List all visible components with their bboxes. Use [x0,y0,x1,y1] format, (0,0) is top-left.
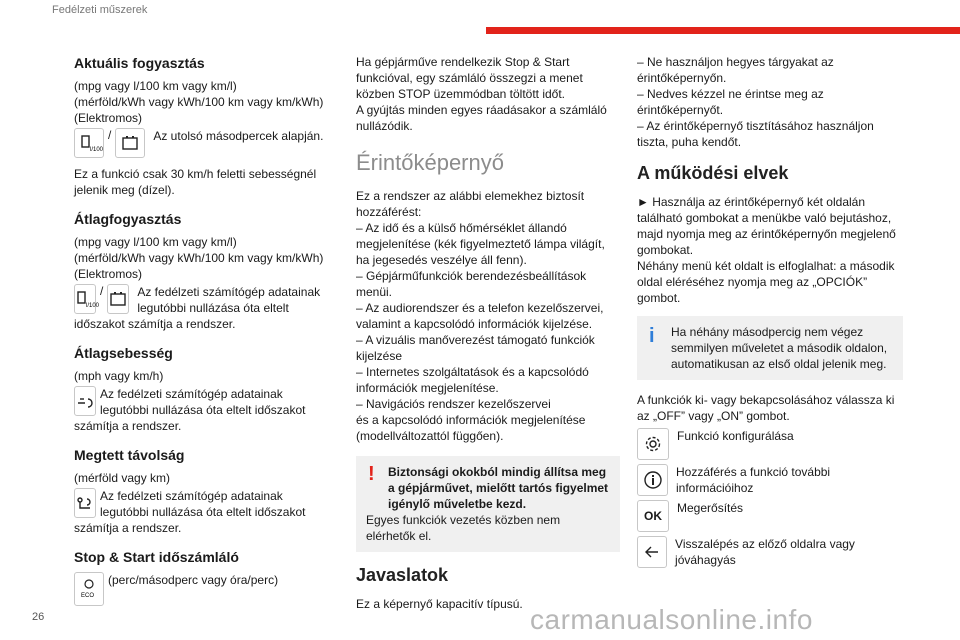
operating-principles-paragraph: ► Használja az érintőképernyő két oldalán található gombokat a menükbe való bejutáshoz, majd nyomja meg az érintőképernyőn megjelenő gombokat. Néhány menü két oldalt is elfoglalhat: a második oldal eléréséhez nyomja meg az „OPCIÓK” gombot. [637,195,896,305]
battery-icon [115,128,145,158]
battery-icon [107,284,129,314]
header-accent-bar [486,27,960,34]
info-mark-icon: i [649,325,655,347]
tips-title: Javaslatok [356,565,449,585]
function-row [637,428,903,460]
on-off-paragraph: A funkciók ki- vagy bekapcsolásához válassza ki az „OFF” vagy „ON” gombot. [637,393,895,423]
section-title: Átlagfogyasztás [74,211,182,227]
slash-separator: / [108,128,112,142]
slash-separator: / [100,284,104,298]
section-average-consumption [74,210,332,332]
average-speed-icon [74,386,96,416]
section-distance-travelled [74,446,332,536]
page-number: 26 [32,611,45,623]
section-stop-start-timer [74,548,332,606]
info-icon [637,464,668,496]
icon-description: Az utolsó másodpercek alapján. [153,129,324,143]
info-text: Ha néhány másodpercig nem végez semmilyen műveletet a második oldalon, automatikusan az első oldal jelenik meg. [671,325,888,371]
body-text: Ez a funkció csak 30 km/h feletti sebességnél jelenik meg (dízel). [74,167,317,197]
icon-description: Az fedélzeti számítógép adatainak legutóbbi nullázása óta eltelt időszakot [100,489,306,519]
body-text: időszakot számítja a rendszer. [74,317,236,331]
function-row [637,464,903,496]
svg-text:ECO: ECO [81,593,95,599]
section-title: Átlagsebesség [74,345,173,361]
column-2 [356,54,620,612]
units-text: (mérföld vagy km) [74,471,171,485]
units-text: (mph vagy km/h) [74,369,164,383]
icon-description: Az fedélzeti számítógép adatainak legutóbbi nullázása óta eltelt [137,285,321,315]
fuel-l100-icon [74,284,100,314]
safety-warning-box [356,456,620,552]
page-header: Fedélzeti műszerek [52,4,148,16]
section-title: Stop & Start időszámláló [74,549,239,565]
section-title: Megtett távolság [74,447,185,463]
watermark: carmanualsonline.info [530,604,813,635]
function-label: Hozzáférés a funkció további információihoz [676,465,831,495]
svg-text:l/100: l/100 [90,147,104,153]
icon-description: Az fedélzeti számítógép adatainak legutóbbi nullázása óta eltelt időszakot [100,387,306,417]
warning-icon: ! [368,463,375,485]
gear-icon [637,428,669,460]
warning-text: Egyes funkciók vezetés közben nem elérhetők el. [366,513,561,543]
units-text: (mpg vagy l/100 km vagy km/l) (mérföld/kWh vagy kWh/100 km vagy km/kWh) (Elektromos) [74,79,324,125]
ok-icon: OK [637,500,669,532]
function-row [637,536,903,568]
tips-paragraph: Ez a képernyő kapacitív típusú. [356,597,523,611]
units-text: (mpg vagy l/100 km vagy km/l) (mérföld/kWh vagy kWh/100 km vagy km/kWh) (Elektromos) [74,235,324,281]
function-label: Visszalépés az előző oldalra vagy jóváhagyás [675,537,855,567]
svg-text:l/100: l/100 [86,303,100,309]
touchscreen-access-list: Ez a rendszer az alábbi elemekhez biztosít hozzáférést: – Az idő és a külső hőmérséklet állandó megjelenítése (kék figyelmeztető lámpa világít, ha jegesedés veszélye áll fenn). – Gépjárműfunkciók berendezésbeállítások menüi. – Az audiorendszer és a telefon kezelőszervei, valamint a kapcsolódó információk kijelzése. – A vizuális manőverezést támogató funkciók kijelzése – Internetes szolgáltatások és a kapcsolódó információk megjelenítése. – Navigációs rendszer kezelőszervei és a kapcsolódó információk megjelenítése (modellváltozattól függően). [356,189,605,443]
function-label: Megerősítés [677,501,744,515]
body-text: számítja a rendszer. [74,521,182,535]
operating-principles-title: A működési elvek [637,163,789,183]
function-label: Funkció konfigurálása [677,429,794,443]
eco-stopwatch-icon [74,572,104,606]
info-box [637,316,903,380]
function-row [637,500,903,532]
fuel-l100-icon [74,128,104,158]
tips-list: – Ne használjon hegyes tárgyakat az érintőképernyőn. – Nedves kézzel ne érintse meg az érintőképernyőt. – Az érintőképernyő tisztításához használjon tiszta, puha kendőt. [637,55,874,149]
touchscreen-title: Érintőképernyő [356,150,504,175]
stop-start-paragraph: Ha gépjárműve rendelkezik Stop & Start funkcióval, egy számláló összegzi a menet közben STOP üzemmódban töltött időt. A gyújtás minden egyes ráadásakor a számláló nullázódik. [356,55,607,133]
column-3 [637,54,903,568]
section-title: Aktuális fogyasztás [74,55,205,71]
section-average-speed [74,344,332,434]
body-text: számítja a rendszer. [74,419,182,433]
column-1 [74,54,332,618]
distance-icon [74,488,96,518]
icon-description: (perc/másodperc vagy óra/perc) [108,573,279,587]
section-current-consumption [74,54,332,198]
back-arrow-icon [637,536,667,568]
warning-bold-text: Biztonsági okokból mindig állítsa meg a gépjárművet, mielőtt tartós figyelmet igénylő műveletbe kezd. [388,465,609,511]
